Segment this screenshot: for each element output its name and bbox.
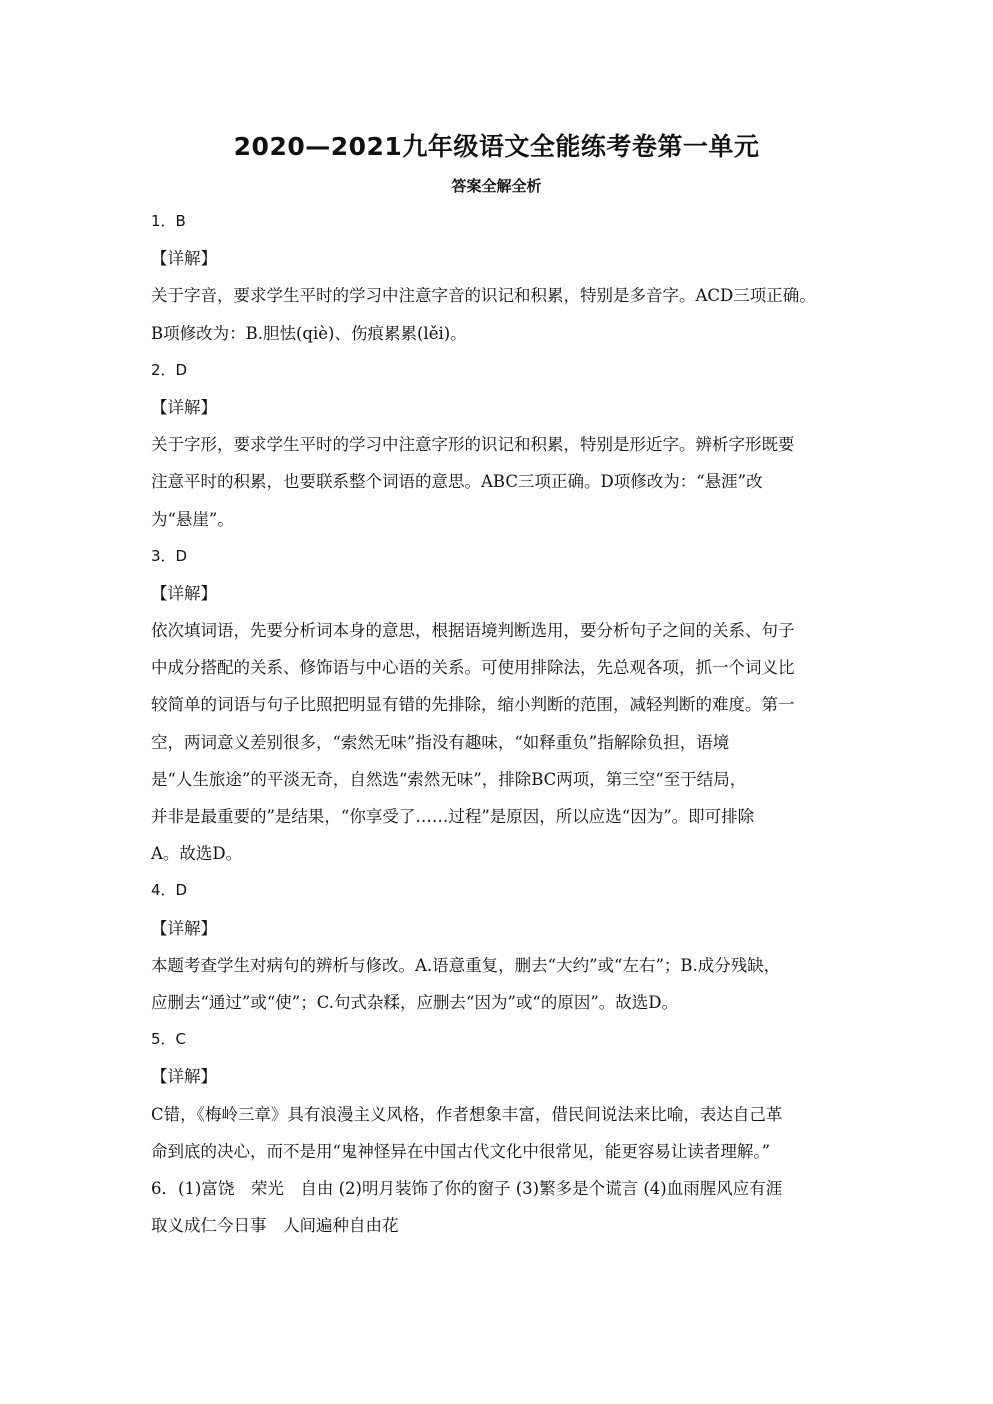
- answer-item-1: [151, 203, 851, 352]
- explanation-line: 较简单的词语与句子比照把明显有错的先排除，缩小判断的范围，减轻判断的难度。第一: [151, 695, 795, 715]
- answer-number: 1．B: [151, 212, 186, 230]
- page-subtitle: 答案全解全析: [451, 177, 542, 195]
- answer-item-4: [151, 872, 851, 1021]
- explanation-label: 【详解】: [151, 1067, 217, 1087]
- explanation-line: 空，两词意义差别很多，“索然无味”指没有趣味，“如释重负”指解除负担，语境: [151, 732, 730, 752]
- explanation-line: 是“人生旅途”的平淡无奇，自然选“索然无味”，排除BC两项，第三空“至于结局，: [151, 769, 747, 789]
- explanation-line: 应删去“通过”或“使”；C.句式杂糅，应删去“因为”或“的原因”。故选D。: [151, 992, 678, 1012]
- answer-number: 2．D: [151, 360, 188, 379]
- explanation-line: 关于字音，要求学生平时的学习中注意字音的识记和积累，特别是多音字。ACD三项正确。: [151, 286, 816, 306]
- explanation-line: A。故选D。: [151, 844, 243, 864]
- explanation-line: 命到底的决心，而不是用“鬼神怪异在中国古代文化中很常见，能更容易让读者理解。”: [151, 1141, 771, 1161]
- answer-line: 6．(1)富饶 荣光 自由 (2)明月装饰了你的窗子 (3)繁多是个谎言 (4)血雨腥风应有涯: [151, 1178, 783, 1198]
- explanation-line: 关于字形，要求学生平时的学习中注意字形的识记和积累，特别是形近字。辨析字形既要: [151, 435, 795, 455]
- explanation-line: C错，《梅岭三章》具有浪漫主义风格，作者想象丰富，借民间说法来比喻，表达自己革: [151, 1104, 783, 1124]
- answer-item-2: [151, 352, 851, 538]
- explanation-label: 【详解】: [151, 397, 217, 417]
- answer-number: 5．C: [151, 1030, 187, 1049]
- explanation-line: 依次填词语，先要分析词本身的意思，根据语境判断选用，要分析句子之间的关系、句子: [151, 621, 795, 641]
- answer-item-5: [151, 1021, 851, 1170]
- explanation-line: 中成分搭配的关系、修饰语与中心语的关系。可使用排除法，先总观各项，抓一个词义比: [151, 658, 795, 678]
- explanation-line: 本题考查学生对病句的辨析与修改。A.语意重复，删去“大约”或“左右”；B.成分残缺，: [151, 955, 781, 975]
- answer-number: 4．D: [151, 881, 188, 900]
- explanation-line: 并非是最重要的”是结果，“你享受了……过程”是原因，所以应选“因为”。即可排除: [151, 807, 755, 826]
- explanation-label: 【详解】: [151, 583, 217, 603]
- explanation-line: B项修改为：B.胆怯(qiè)、伤痕累累(lěi)。: [151, 323, 467, 343]
- answer-list: [151, 203, 851, 1244]
- answer-line: 取义成仁今日事 人间遍种自由花: [151, 1216, 399, 1236]
- explanation-line: 为“悬崖”。: [151, 509, 234, 529]
- explanation-label: 【详解】: [151, 249, 217, 269]
- explanation-label: 【详解】: [151, 918, 217, 938]
- answer-item-6: [151, 1170, 851, 1244]
- answer-number: 3．D: [151, 546, 188, 565]
- answer-item-3: [151, 538, 851, 873]
- explanation-line: 注意平时的积累，也要联系整个词语的意思。ABC三项正确。D项修改为：“悬涯”改: [151, 472, 763, 492]
- page-title: 2020—2021九年级语文全能练考卷第一单元: [233, 132, 760, 161]
